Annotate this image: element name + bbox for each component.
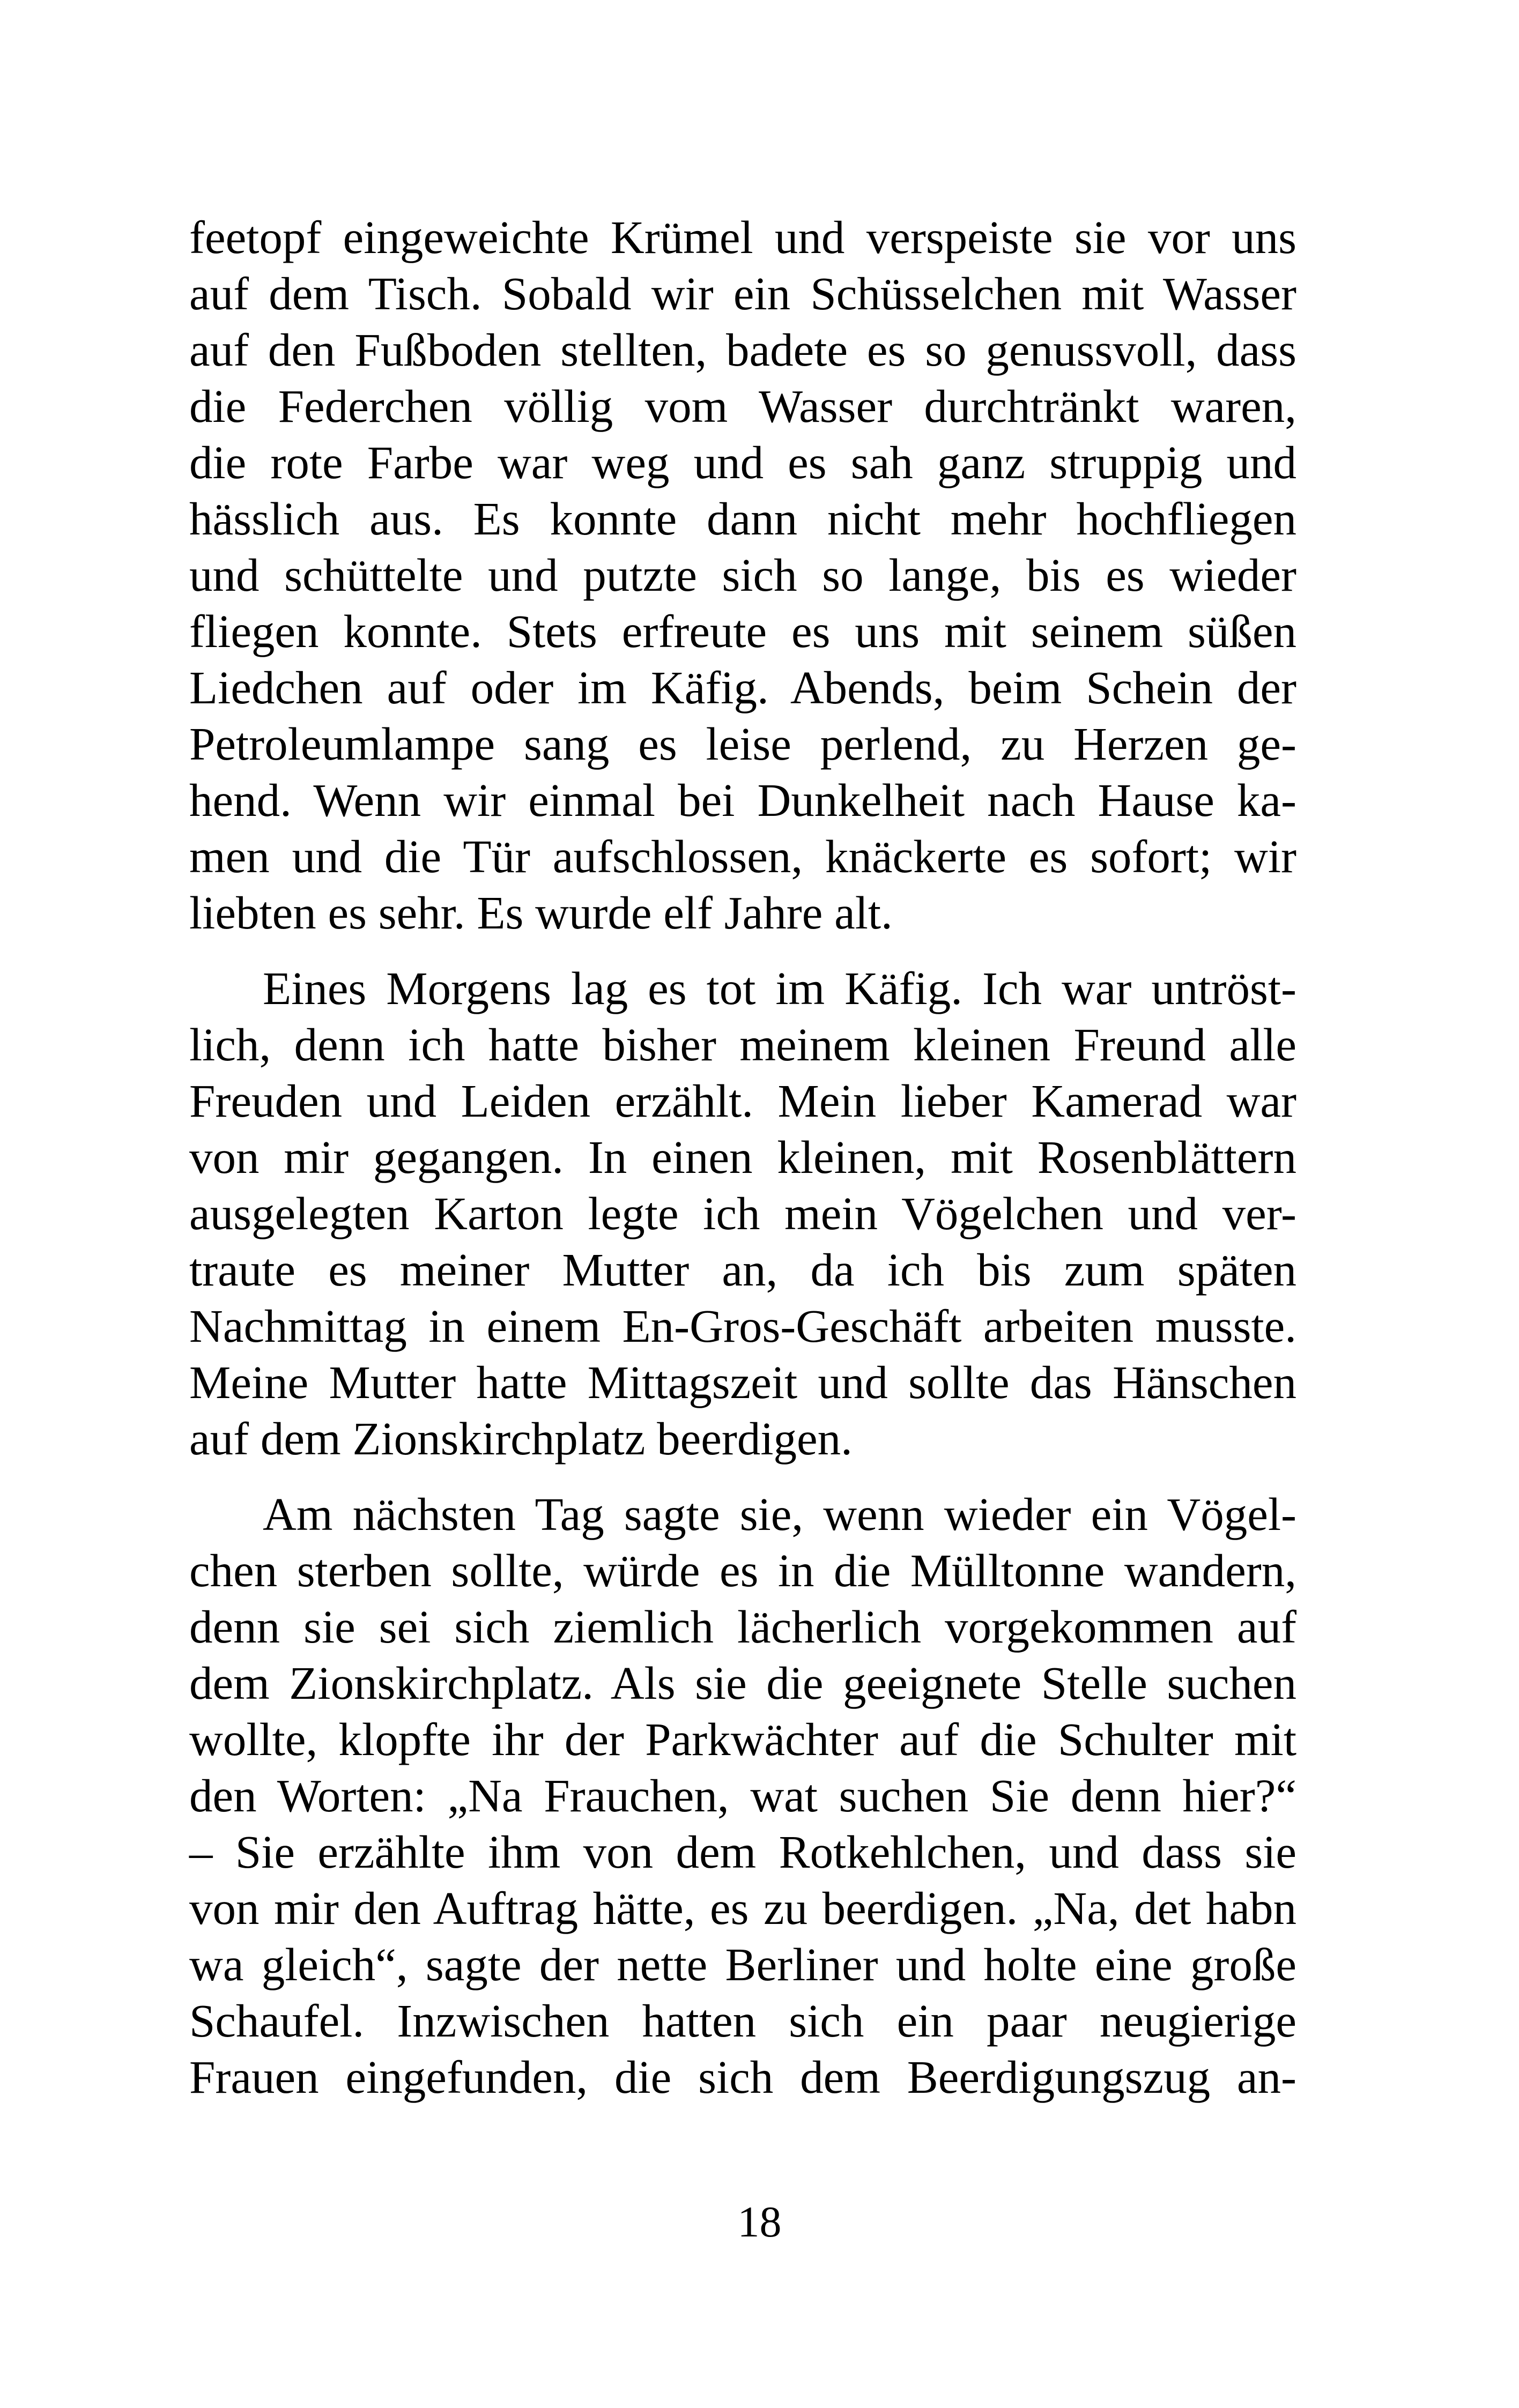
text-line: men und die Tür aufschlossen, knäckerte es sofort; wir — [189, 830, 1296, 882]
paragraph — [189, 960, 1296, 1467]
text-line: die Federchen völlig vom Wasser durchtränkt waren, — [189, 380, 1296, 432]
text-line: Eines Morgens lag es tot im Käfig. Ich war untröst- — [263, 962, 1296, 1014]
text-line: chen sterben sollte, würde es in die Mülltonne wandern, — [189, 1544, 1296, 1596]
text-line: den Worten: „Na Frauchen, wat suchen Sie denn hier?“ — [189, 1770, 1296, 1822]
text-line: Liedchen auf oder im Käfig. Abends, beim Schein der — [189, 662, 1296, 714]
text-line: Schaufel. Inzwischen hatten sich ein paar neugierige — [189, 1995, 1296, 2047]
text-line: – Sie erzählte ihm von dem Rotkehlchen, und dass sie — [189, 1826, 1296, 1878]
text-line: auf dem Tisch. Sobald wir ein Schüsselchen mit Wasser — [189, 267, 1296, 319]
text-line: Freuden und Leiden erzählt. Mein lieber Kamerad war — [189, 1075, 1296, 1127]
text-line: denn sie sei sich ziemlich lächerlich vorgekommen auf — [189, 1601, 1296, 1653]
page-number: 18 — [737, 2197, 782, 2246]
paragraph — [189, 1486, 1296, 2105]
text-line: traute es meiner Mutter an, da ich bis zum späten — [189, 1244, 1296, 1296]
text-line: Petroleumlampe sang es leise perlend, zu Herzen ge- — [189, 718, 1296, 770]
text-line: lich, denn ich hatte bisher meinem kleinen Freund alle — [189, 1019, 1296, 1071]
text-line: dem Zionskirchplatz. Als sie die geeignete Stelle suchen — [189, 1657, 1296, 1709]
text-line: liebten es sehr. Es wurde elf Jahre alt. — [189, 887, 893, 939]
text-line: Meine Mutter hatte Mittagszeit und sollte das Hänschen — [189, 1356, 1296, 1408]
text-line: und schüttelte und putzte sich so lange, bis es wieder — [189, 549, 1296, 601]
text-line: ausgelegten Karton legte ich mein Vögelchen und ver- — [189, 1187, 1296, 1239]
text-line: von mir den Auftrag hätte, es zu beerdigen. „Na, det habn — [189, 1882, 1296, 1934]
text-line: Nachmittag in einem En-Gros-Geschäft arbeiten musste. — [189, 1300, 1296, 1352]
text-line: hässlich aus. Es konnte dann nicht mehr hochfliegen — [189, 493, 1296, 545]
text-line: Frauen eingefunden, die sich dem Beerdigungszug an- — [189, 2051, 1296, 2103]
body-text — [189, 209, 1296, 2105]
text-line: die rote Farbe war weg und es sah ganz struppig und — [189, 436, 1296, 488]
text-line: wollte, klopfte ihr der Parkwächter auf die Schulter mit — [189, 1713, 1296, 1765]
text-line: hend. Wenn wir einmal bei Dunkelheit nach Hause ka- — [189, 774, 1296, 826]
text-line: feetopf eingeweichte Krümel und verspeiste sie vor uns — [189, 211, 1296, 263]
paragraph — [189, 209, 1296, 941]
text-line: wa gleich“, sagte der nette Berliner und holte eine große — [189, 1938, 1296, 1990]
text-line: auf dem Zionskirchplatz beerdigen. — [189, 1413, 853, 1465]
text-line: fliegen konnte. Stets erfreute es uns mit seinem süßen — [189, 605, 1296, 657]
text-line: auf den Fußboden stellten, badete es so genussvoll, dass — [189, 324, 1296, 376]
text-line: von mir gegangen. In einen kleinen, mit Rosenblättern — [189, 1131, 1296, 1183]
text-line: Am nächsten Tag sagte sie, wenn wieder ein Vögel- — [263, 1488, 1296, 1540]
